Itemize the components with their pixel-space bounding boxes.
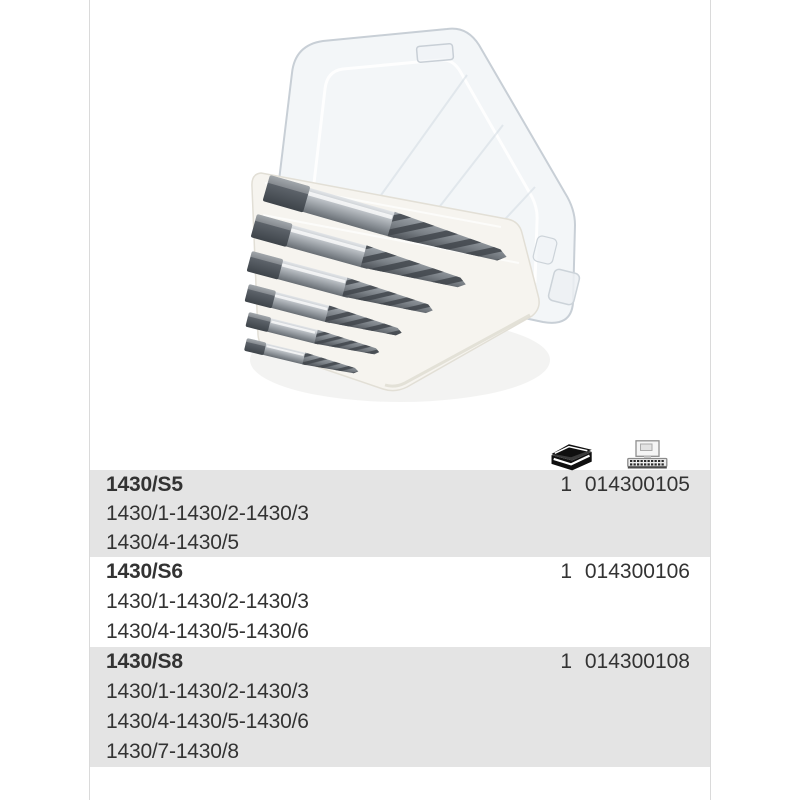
column-divider-right: [710, 0, 711, 800]
product-photo: [235, 15, 585, 427]
set-contents: 1430/1-1430/2-1430/3: [106, 502, 309, 525]
product-table: [90, 440, 710, 767]
package-quantity-value: 1: [560, 560, 572, 583]
product-row: [106, 557, 690, 587]
set-contents: 1430/7-1430/8: [106, 740, 239, 763]
set-contents: 1430/4-1430/5-1430/6: [106, 620, 309, 643]
ean-code-value: 014300106: [584, 560, 690, 583]
product-row: [106, 647, 690, 677]
package-quantity-value: 1: [560, 650, 572, 673]
ean-code-value: 014300108: [584, 650, 690, 673]
set-contents-row: [106, 617, 690, 647]
set-contents-row: [106, 707, 690, 737]
set-contents: 1430/4-1430/5: [106, 531, 239, 554]
table-header: [90, 440, 710, 470]
set-contents: 1430/4-1430/5-1430/6: [106, 710, 309, 733]
product-group-1430-s8: [90, 647, 710, 767]
set-contents-row: [106, 737, 690, 767]
package-quantity-icon: [545, 441, 595, 468]
product-code: 1430/S5: [106, 473, 183, 496]
lid-latch-slot: [416, 43, 453, 62]
product-photo-svg: [235, 15, 585, 427]
product-row: [106, 470, 690, 499]
product-group-1430-s5: [90, 470, 710, 557]
set-contents: 1430/1-1430/2-1430/3: [106, 590, 309, 613]
set-contents-row: [106, 677, 690, 707]
set-contents-row: [106, 499, 690, 528]
product-code: 1430/S8: [106, 650, 183, 673]
ean-code-value: 014300105: [584, 473, 690, 496]
set-contents: 1430/1-1430/2-1430/3: [106, 680, 309, 703]
set-contents-row: [106, 528, 690, 557]
product-code: 1430/S6: [106, 560, 183, 583]
set-contents-row: [106, 587, 690, 617]
package-quantity-value: 1: [560, 473, 572, 496]
ean-code-icon: [627, 440, 668, 468]
product-group-1430-s6: [90, 557, 710, 647]
